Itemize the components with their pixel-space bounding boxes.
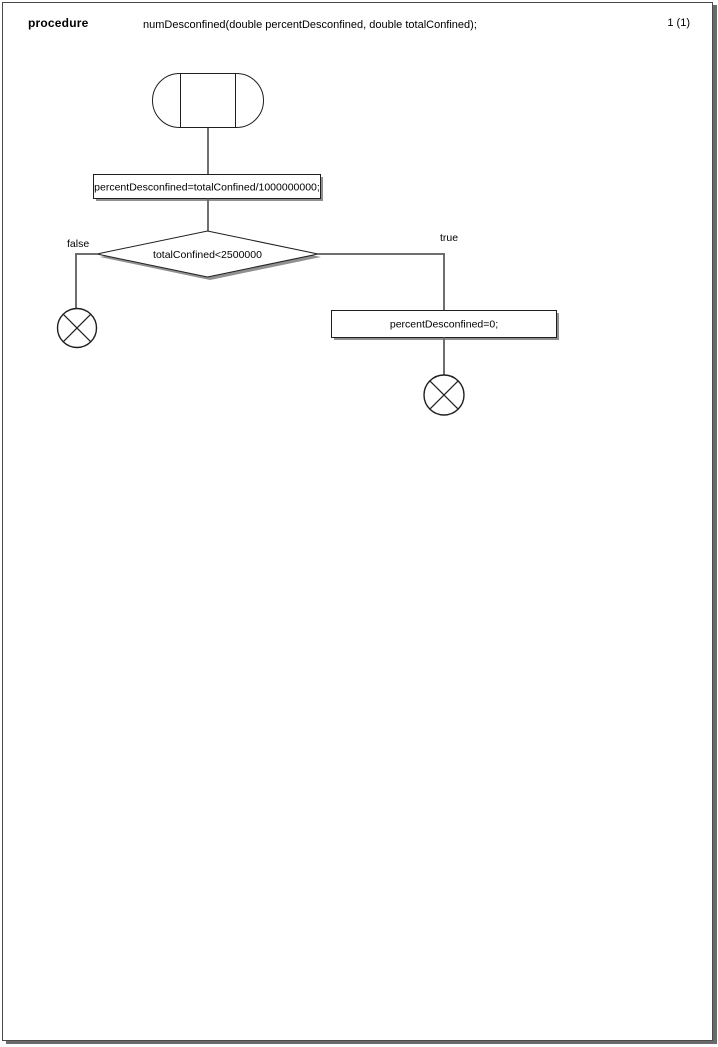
false-branch-label: false bbox=[67, 238, 90, 250]
start-symbol-outline[interactable] bbox=[153, 74, 264, 128]
process2-text: percentDesconfined=0; bbox=[389, 318, 499, 331]
header-kind-label: procedure bbox=[28, 16, 89, 30]
connector-true-branch[interactable] bbox=[318, 254, 444, 310]
decision-diamond[interactable] bbox=[97, 231, 321, 280]
process2-box[interactable] bbox=[332, 311, 560, 341]
header-page-number: 1 (1) bbox=[667, 17, 690, 29]
true-branch-label: true bbox=[440, 232, 459, 244]
process1-box[interactable] bbox=[94, 175, 324, 202]
process1-text: percentDesconfined=totalConfined/1000000000; bbox=[94, 181, 320, 194]
end-symbol-true[interactable] bbox=[424, 375, 464, 415]
connector-false-branch[interactable] bbox=[76, 254, 97, 309]
start-symbol[interactable] bbox=[153, 74, 264, 128]
header-procedure-signature: numDesconfined(double percentDesconfined, double totalConfined); bbox=[143, 19, 477, 31]
decision-text: totalConfined<2500000 bbox=[153, 249, 262, 261]
end-symbol-false[interactable] bbox=[58, 309, 97, 348]
